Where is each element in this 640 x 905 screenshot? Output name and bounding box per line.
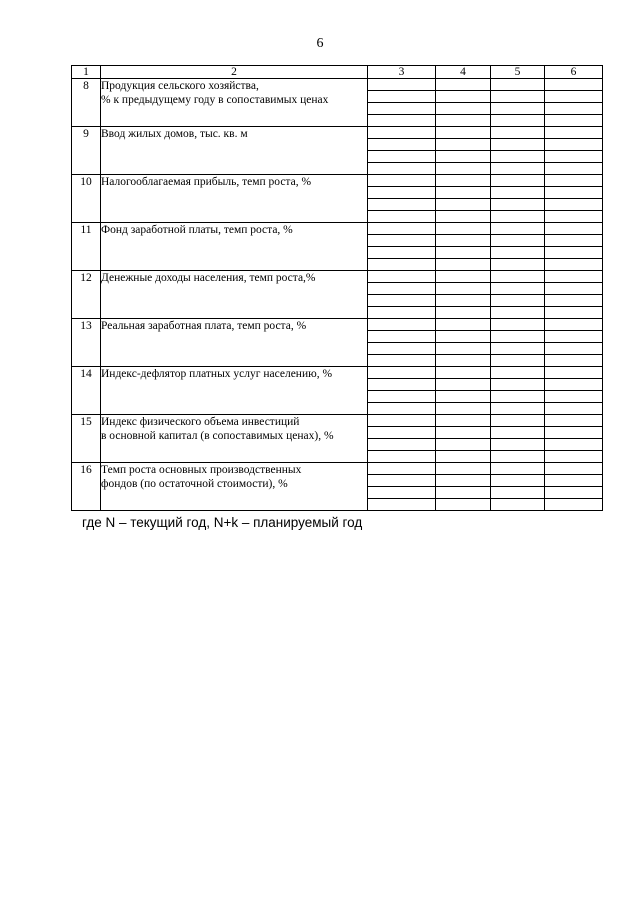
row-number: 9 xyxy=(72,127,101,175)
value-cell xyxy=(545,127,603,139)
value-cell xyxy=(436,127,491,139)
row-number: 8 xyxy=(72,79,101,127)
value-cell xyxy=(368,175,436,187)
value-cell xyxy=(368,367,436,379)
value-cell xyxy=(545,379,603,391)
value-cell xyxy=(545,235,603,247)
row-description: Денежные доходы населения, темп роста,% xyxy=(101,271,368,319)
value-cell xyxy=(545,343,603,355)
page-number: 6 xyxy=(316,36,324,51)
value-cell xyxy=(368,475,436,487)
table-row xyxy=(72,463,603,475)
value-cell xyxy=(545,103,603,115)
value-cell xyxy=(491,475,545,487)
value-cell xyxy=(436,463,491,475)
value-cell xyxy=(436,163,491,175)
value-cell xyxy=(545,271,603,283)
value-cell xyxy=(545,295,603,307)
header-cell-5: 5 xyxy=(491,66,545,79)
value-cell xyxy=(491,259,545,271)
value-cell xyxy=(545,223,603,235)
value-cell xyxy=(368,391,436,403)
table-row xyxy=(72,223,603,235)
value-cell xyxy=(368,319,436,331)
value-cell xyxy=(436,187,491,199)
value-cell xyxy=(368,343,436,355)
value-cell xyxy=(436,139,491,151)
header-cell-6: 6 xyxy=(545,66,603,79)
value-cell xyxy=(436,271,491,283)
value-cell xyxy=(491,271,545,283)
header-cell-3: 3 xyxy=(368,66,436,79)
value-cell xyxy=(368,271,436,283)
value-cell xyxy=(545,319,603,331)
value-cell xyxy=(368,199,436,211)
value-cell xyxy=(436,319,491,331)
value-cell xyxy=(545,439,603,451)
value-cell xyxy=(491,307,545,319)
value-cell xyxy=(436,91,491,103)
row-number: 13 xyxy=(72,319,101,367)
footnote: где N – текущий год, N+k – планируемый год xyxy=(82,515,363,530)
row-number: 16 xyxy=(72,463,101,511)
value-cell xyxy=(491,223,545,235)
value-cell xyxy=(491,319,545,331)
value-cell xyxy=(436,199,491,211)
header-cell-4: 4 xyxy=(436,66,491,79)
value-cell xyxy=(491,487,545,499)
value-cell xyxy=(491,463,545,475)
value-cell xyxy=(545,139,603,151)
value-cell xyxy=(491,415,545,427)
value-cell xyxy=(436,427,491,439)
value-cell xyxy=(368,415,436,427)
value-cell xyxy=(491,379,545,391)
value-cell xyxy=(545,463,603,475)
row-number: 12 xyxy=(72,271,101,319)
row-description: Ввод жилых домов, тыс. кв. м xyxy=(101,127,368,175)
header-cell-2: 2 xyxy=(101,66,368,79)
value-cell xyxy=(368,103,436,115)
value-cell xyxy=(436,499,491,511)
value-cell xyxy=(545,403,603,415)
value-cell xyxy=(436,391,491,403)
value-cell xyxy=(545,115,603,127)
value-cell xyxy=(436,259,491,271)
value-cell xyxy=(491,427,545,439)
value-cell xyxy=(491,343,545,355)
value-cell xyxy=(491,451,545,463)
value-cell xyxy=(368,439,436,451)
value-cell xyxy=(368,187,436,199)
row-description: Фонд заработной платы, темп роста, % xyxy=(101,223,368,271)
value-cell xyxy=(368,307,436,319)
value-cell xyxy=(368,331,436,343)
value-cell xyxy=(436,367,491,379)
value-cell xyxy=(436,103,491,115)
value-cell xyxy=(545,415,603,427)
value-cell xyxy=(491,391,545,403)
value-cell xyxy=(436,379,491,391)
value-cell xyxy=(368,235,436,247)
value-cell xyxy=(436,403,491,415)
value-cell xyxy=(491,367,545,379)
value-cell xyxy=(368,403,436,415)
indicators-table xyxy=(71,65,603,511)
value-cell xyxy=(436,115,491,127)
value-cell xyxy=(491,211,545,223)
value-cell xyxy=(545,199,603,211)
value-cell xyxy=(491,355,545,367)
table-row xyxy=(72,127,603,139)
value-cell xyxy=(545,487,603,499)
value-cell xyxy=(491,163,545,175)
value-cell xyxy=(368,139,436,151)
value-cell xyxy=(491,127,545,139)
value-cell xyxy=(436,475,491,487)
value-cell xyxy=(368,211,436,223)
value-cell xyxy=(436,415,491,427)
header-row xyxy=(72,66,603,79)
value-cell xyxy=(491,199,545,211)
row-number: 10 xyxy=(72,175,101,223)
table-row xyxy=(72,175,603,187)
value-cell xyxy=(368,379,436,391)
value-cell xyxy=(491,235,545,247)
value-cell xyxy=(436,211,491,223)
value-cell xyxy=(545,187,603,199)
value-cell xyxy=(491,403,545,415)
value-cell xyxy=(491,103,545,115)
row-description: Реальная заработная плата, темп роста, % xyxy=(101,319,368,367)
value-cell xyxy=(436,247,491,259)
value-cell xyxy=(545,391,603,403)
value-cell xyxy=(545,79,603,91)
value-cell xyxy=(368,163,436,175)
value-cell xyxy=(545,247,603,259)
value-cell xyxy=(491,439,545,451)
row-number: 15 xyxy=(72,415,101,463)
value-cell xyxy=(491,139,545,151)
value-cell xyxy=(491,151,545,163)
value-cell xyxy=(436,331,491,343)
value-cell xyxy=(436,355,491,367)
value-cell xyxy=(368,427,436,439)
value-cell xyxy=(368,487,436,499)
value-cell xyxy=(368,115,436,127)
row-description: Продукция сельского хозяйства, % к предыдущему году в сопоставимых ценах xyxy=(101,79,368,127)
value-cell xyxy=(491,79,545,91)
row-description: Налогооблагаемая прибыль, темп роста, % xyxy=(101,175,368,223)
value-cell xyxy=(436,451,491,463)
value-cell xyxy=(545,175,603,187)
header-cell-1: 1 xyxy=(72,66,101,79)
row-number: 14 xyxy=(72,367,101,415)
value-cell xyxy=(491,283,545,295)
table-row xyxy=(72,271,603,283)
value-cell xyxy=(436,79,491,91)
value-cell xyxy=(368,355,436,367)
value-cell xyxy=(545,91,603,103)
row-number: 11 xyxy=(72,223,101,271)
table-row xyxy=(72,415,603,427)
value-cell xyxy=(436,283,491,295)
value-cell xyxy=(491,331,545,343)
value-cell xyxy=(545,283,603,295)
value-cell xyxy=(545,163,603,175)
value-cell xyxy=(368,259,436,271)
value-cell xyxy=(368,463,436,475)
value-cell xyxy=(491,115,545,127)
value-cell xyxy=(491,295,545,307)
value-cell xyxy=(545,451,603,463)
value-cell xyxy=(436,235,491,247)
value-cell xyxy=(436,151,491,163)
value-cell xyxy=(436,223,491,235)
value-cell xyxy=(545,427,603,439)
value-cell xyxy=(545,259,603,271)
value-cell xyxy=(368,295,436,307)
value-cell xyxy=(436,487,491,499)
value-cell xyxy=(545,211,603,223)
value-cell xyxy=(368,247,436,259)
value-cell xyxy=(491,247,545,259)
value-cell xyxy=(436,307,491,319)
value-cell xyxy=(368,283,436,295)
value-cell xyxy=(368,499,436,511)
row-description: Темп роста основных производственных фондов (по остаточной стоимости), % xyxy=(101,463,368,511)
value-cell xyxy=(436,175,491,187)
value-cell xyxy=(545,331,603,343)
row-description: Индекс физического объема инвестиций в основной капитал (в сопоставимых ценах), % xyxy=(101,415,368,463)
value-cell xyxy=(436,343,491,355)
value-cell xyxy=(545,151,603,163)
table-row xyxy=(72,319,603,331)
value-cell xyxy=(491,91,545,103)
value-cell xyxy=(491,499,545,511)
value-cell xyxy=(491,187,545,199)
value-cell xyxy=(545,367,603,379)
value-cell xyxy=(368,127,436,139)
value-cell xyxy=(436,439,491,451)
table-row xyxy=(72,367,603,379)
value-cell xyxy=(368,79,436,91)
value-cell xyxy=(368,451,436,463)
row-description: Индекс-дефлятор платных услуг населению, % xyxy=(101,367,368,415)
value-cell xyxy=(545,499,603,511)
value-cell xyxy=(368,223,436,235)
value-cell xyxy=(545,475,603,487)
value-cell xyxy=(436,295,491,307)
value-cell xyxy=(491,175,545,187)
value-cell xyxy=(368,151,436,163)
table-row xyxy=(72,79,603,91)
value-cell xyxy=(545,355,603,367)
value-cell xyxy=(545,307,603,319)
value-cell xyxy=(368,91,436,103)
